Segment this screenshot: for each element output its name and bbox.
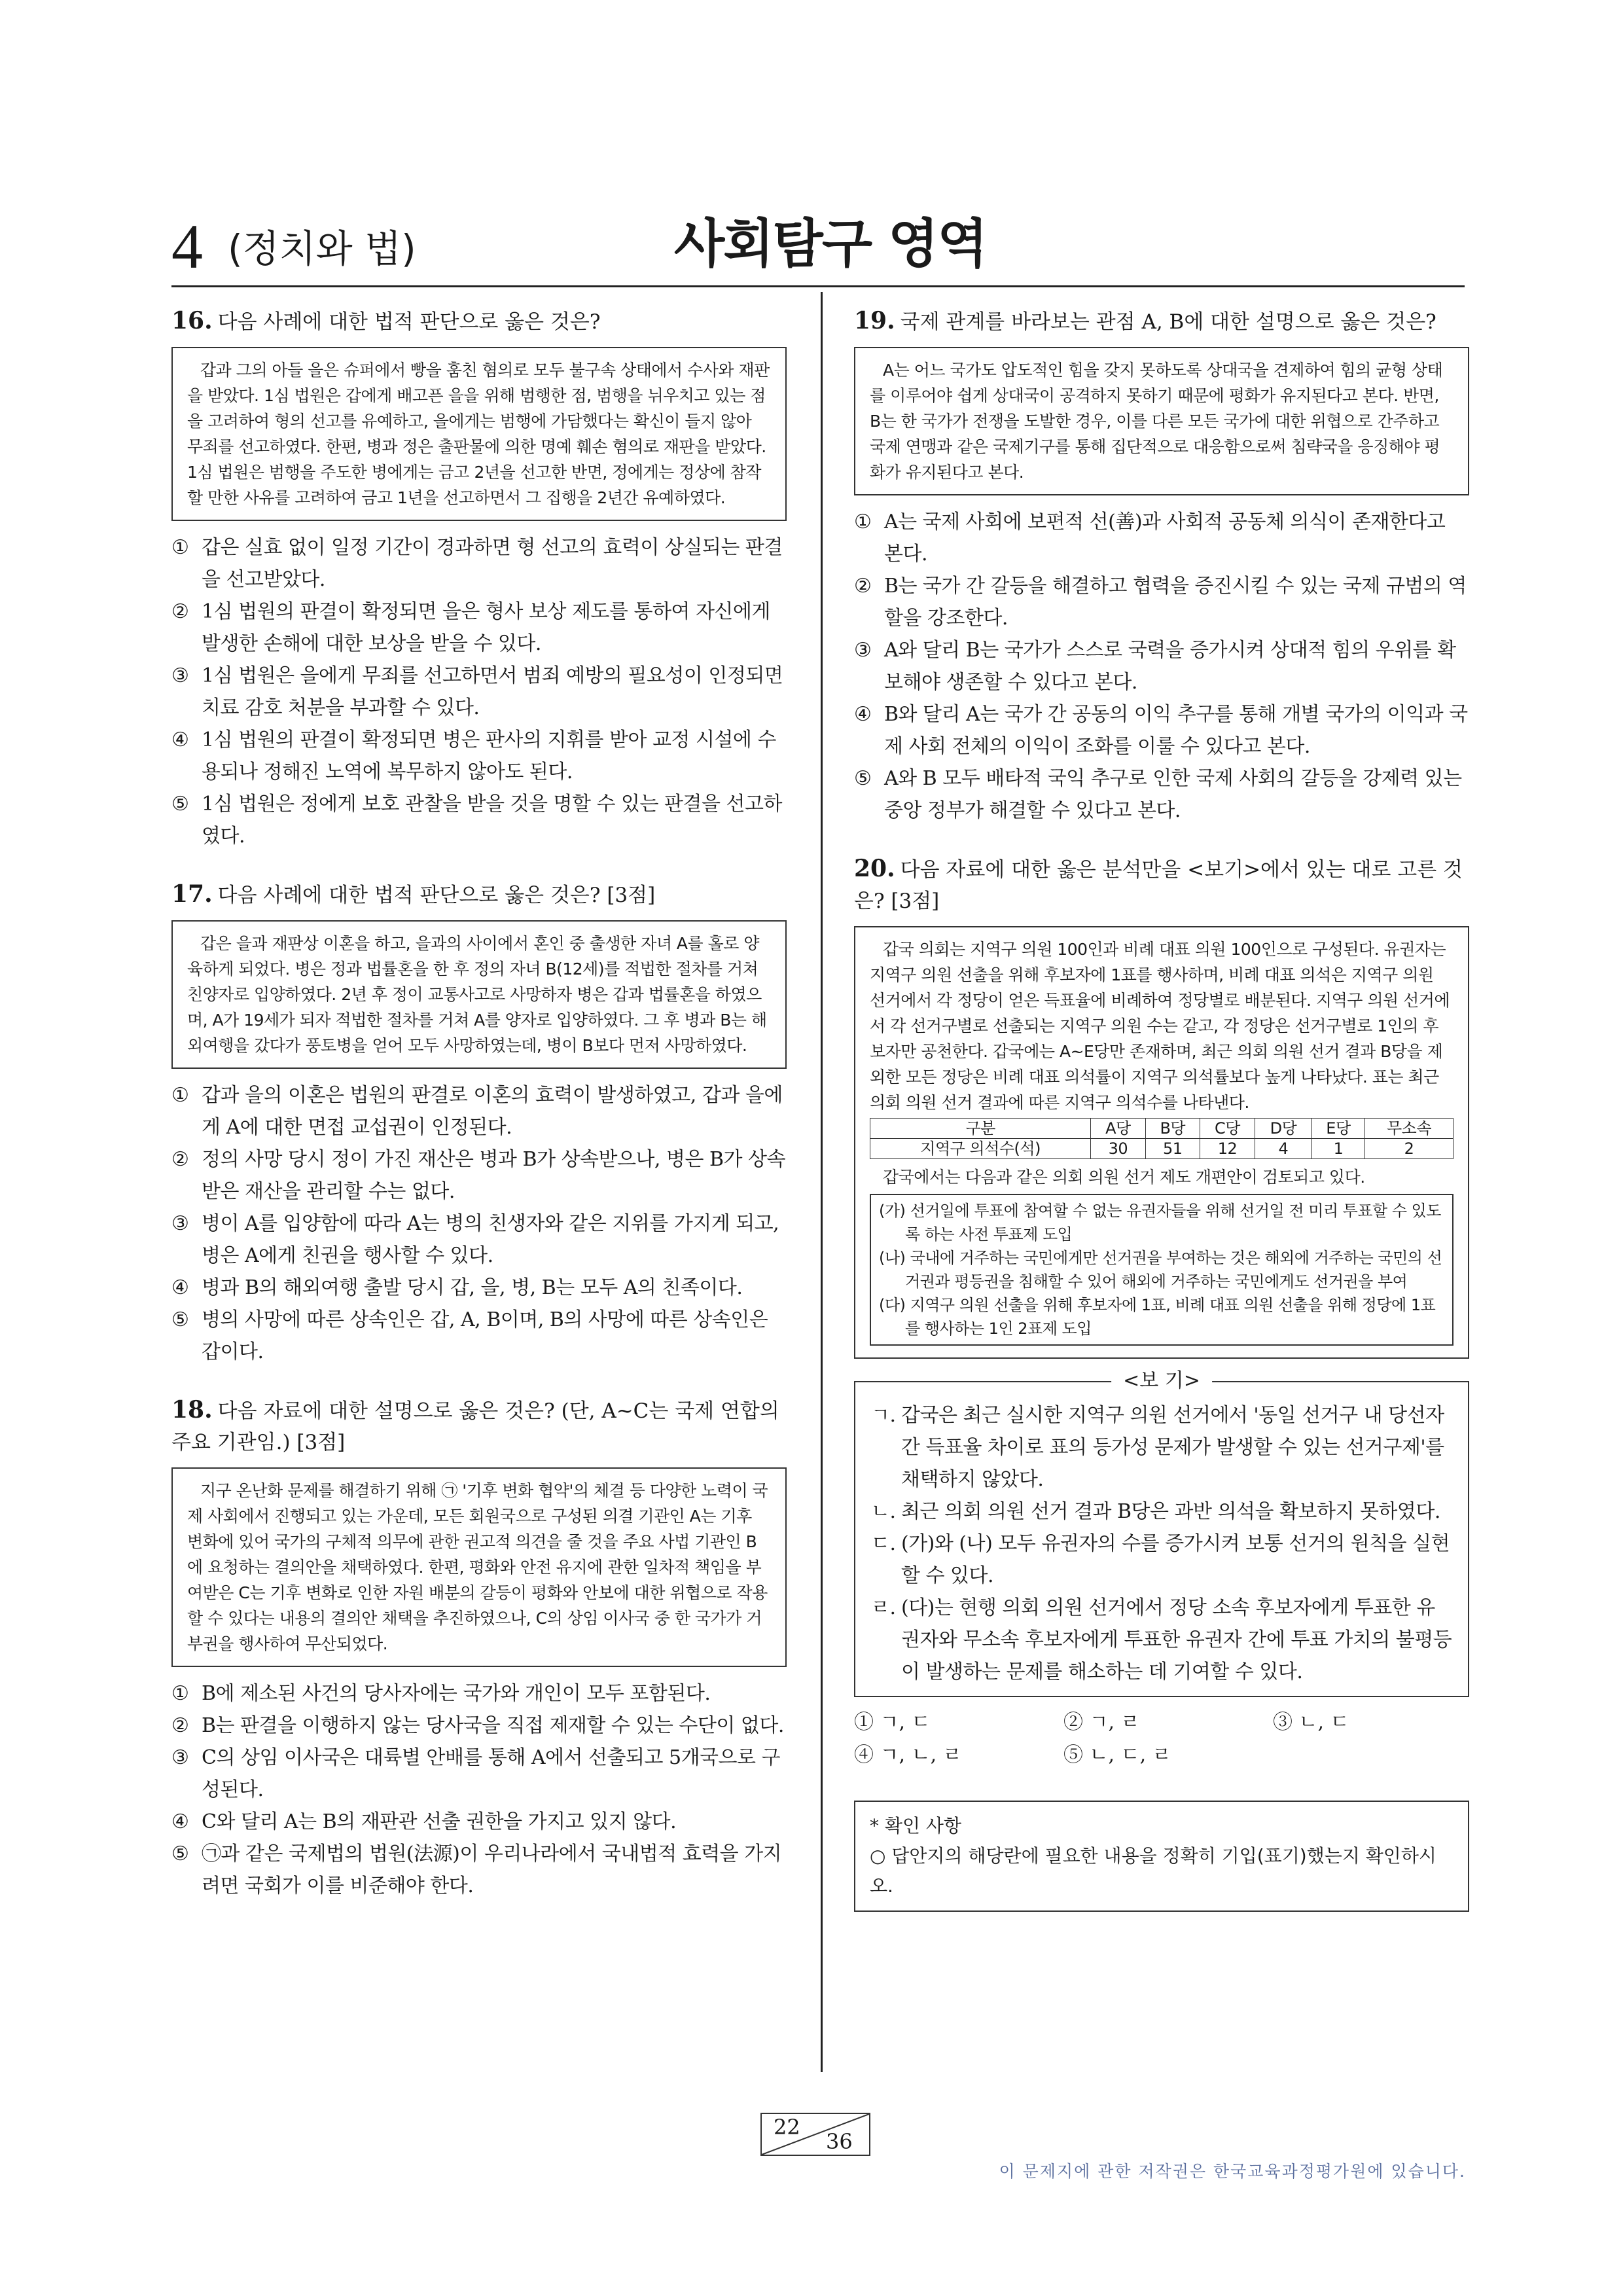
choice-mark: ① bbox=[171, 1682, 189, 1705]
choice-mark: ④ bbox=[171, 1276, 189, 1299]
bogi-text: 최근 의회 의원 선거 결과 B당은 과반 의석을 확보하지 못하였다. bbox=[901, 1500, 1440, 1523]
choice-mark: ② bbox=[171, 1148, 189, 1171]
choice-text: 병과 B의 해외여행 출발 당시 갑, 을, 병, B는 모두 A의 친족이다. bbox=[202, 1276, 743, 1299]
seat-table bbox=[870, 1118, 1454, 1159]
question-stem bbox=[171, 1394, 787, 1458]
choice-5[interactable] bbox=[171, 788, 787, 852]
case-box: 갑과 그의 아들 을은 슈퍼에서 빵을 훔친 혐의로 모두 불구속 상태에서 수사와 재판을 받았다. 1심 법원은 갑에게 배고픈 을을 위해 범행한 점, 범행을 뉘우치고 있는 점을 고려하여 형의 선고를 유예하고, 을에게는 범행에 가담했다는 확신이 들지 않아 무죄를 선고하였다. 한편, 병과 정은 출판물에 의한 명예 훼손 혐의로 재판을 받았다. 1심 법원은 범행을 주도한 병에게는 금고 2년을 선고한 반면, 정에게는 정상에 참작할 만한 사유를 고려하여 금고 1년을 선고하면서 그 집행을 2년간 유예하였다. bbox=[171, 347, 787, 521]
choice-list bbox=[171, 531, 787, 852]
notice-box bbox=[854, 1801, 1469, 1912]
choice-text: 병이 A를 입양함에 따라 A는 병의 친생자와 같은 지위를 가지게 되고, 병은 A에게 친권을 행사할 수 있다. bbox=[202, 1212, 779, 1267]
proposal-item bbox=[879, 1246, 1444, 1293]
choice-mark: ④ bbox=[854, 703, 872, 726]
subject-name: (정치와 법) bbox=[228, 226, 416, 271]
case-text: 갑국 의회는 지역구 의원 100인과 비례 대표 의원 100인으로 구성된다. 유권자는 지역구 의원 선출을 위해 후보자에 1표를 행사하며, 비례 대표 의석은 지역구 의원 선거에서 각 정당이 얻은 득표율에 비례하여 정당별로 배분된다. 지역구 의원 선거에서 각 선거구별로 선출되는 지역구 의원 수는 같고, 각 정당은 선거구별로 1인의 후보자만 공천한다. 갑국에는 A~E당만 존재하며, 최근 의회 의원 선거 결과 B당을 제외한 모든 정당은 비례 대표 의석률이 지역구 의석률보다 높게 나타났다. 표는 최근 의회 의원 선거 결과에 따른 지역구 의석수를 나타낸다. bbox=[870, 940, 1450, 1112]
table-header: B당 bbox=[1145, 1119, 1200, 1139]
choice-mark: ④ bbox=[171, 1810, 189, 1833]
choice-mark: ④ bbox=[171, 728, 189, 751]
choice-3[interactable] bbox=[171, 1208, 787, 1272]
choice-mark: ⑤ bbox=[171, 793, 189, 816]
question-text: 다음 사례에 대한 법적 판단으로 옳은 것은? [3점] bbox=[217, 884, 656, 907]
header-divider bbox=[171, 285, 1465, 287]
table-cell: 지역구 의석수(석) bbox=[870, 1139, 1091, 1159]
choice-4[interactable] bbox=[171, 724, 787, 788]
question-stem bbox=[854, 853, 1469, 917]
choice-1[interactable]: ① ㄱ, ㄷ bbox=[854, 1711, 931, 1734]
proposal-intro: 갑국에서는 다음과 같은 의회 의원 선거 제도 개편안이 검토되고 있다. bbox=[883, 1168, 1365, 1187]
page-indicator bbox=[760, 2113, 870, 2156]
right-column bbox=[854, 305, 1469, 1912]
case-box: 갑은 을과 재판상 이혼을 하고, 을과의 사이에서 혼인 중 출생한 자녀 A를 홀로 양육하게 되었다. 병은 정과 법률혼을 한 후 정의 자녀 B(12세)를 적법한 절차를 거쳐 친양자로 입양하였다. 2년 후 정이 교통사고로 사망하자 병은 갑과 법률혼을 하였으며, A가 19세가 되자 적법한 절차를 거쳐 A를 양자로 입양하였다. 그 후 병과 B는 해외여행을 갔다가 풍토병을 얻어 모두 사망하였는데, 병이 B보다 먼저 사망하였다. bbox=[171, 920, 787, 1069]
choice-text: A와 B 모두 배타적 국익 추구로 인한 국제 사회의 갈등을 강제력 있는 중앙 정부가 해결할 수 있다고 본다. bbox=[884, 767, 1462, 822]
choice-text: B는 판결을 이행하지 않는 당사국을 직접 제재할 수 있는 수단이 없다. bbox=[202, 1714, 784, 1737]
question-20 bbox=[854, 853, 1469, 1772]
choice-2[interactable] bbox=[171, 1710, 787, 1742]
table-row bbox=[870, 1139, 1454, 1159]
bogi-title: <보 기> bbox=[1111, 1367, 1212, 1395]
bogi-text: (다)는 현행 의회 의원 선거에서 정당 소속 후보자에게 투표한 유권자와 무소속 후보자에게 투표한 유권자 간에 투표 가치의 불평등이 발생하는 문제를 해소하는 데 기여할 수 있다. bbox=[901, 1596, 1452, 1683]
choice-3[interactable]: ③ ㄴ, ㄷ bbox=[1273, 1711, 1349, 1734]
table-cell: 1 bbox=[1311, 1139, 1364, 1159]
page-total: 36 bbox=[826, 2129, 853, 2154]
question-number: 20. bbox=[854, 855, 895, 882]
proposal-box bbox=[870, 1194, 1454, 1346]
choice-text: 갑과 을의 이혼은 법원의 판결로 이혼의 효력이 발생하였고, 갑과 을에게 A에 대한 면접 교섭권이 인정된다. bbox=[202, 1084, 783, 1139]
choice-mark: ① bbox=[171, 536, 189, 559]
table-header-row bbox=[870, 1119, 1454, 1139]
page-title: 사회탐구 영역 bbox=[674, 213, 987, 274]
question-text: 국제 관계를 바라보는 관점 A, B에 대한 설명으로 옳은 것은? bbox=[900, 310, 1436, 334]
choice-text: 1심 법원은 을에게 무죄를 선고하면서 범죄 예방의 필요성이 인정되면 치료 감호 처분을 부과할 수 있다. bbox=[202, 664, 783, 719]
bogi-item bbox=[871, 1528, 1452, 1592]
choice-mark: ③ bbox=[171, 664, 189, 687]
choice-4[interactable]: ④ ㄱ, ㄴ, ㄹ bbox=[854, 1744, 962, 1767]
choice-text: A와 달리 B는 국가가 스스로 국력을 증가시켜 상대적 힘의 우위를 확보해야 생존할 수 있다고 본다. bbox=[884, 639, 1456, 694]
table-cell: 2 bbox=[1365, 1139, 1454, 1159]
choice-mark: ① bbox=[171, 1084, 189, 1107]
question-text: 다음 자료에 대한 설명으로 옳은 것은? (단, A~C는 국제 연합의 주요 기관임.) [3점] bbox=[171, 1399, 779, 1454]
choice-5[interactable] bbox=[171, 1838, 787, 1902]
choice-1[interactable] bbox=[171, 1677, 787, 1710]
table-header: 구분 bbox=[870, 1119, 1091, 1139]
choice-text: 1심 법원의 판결이 확정되면 을은 형사 보상 제도를 통하여 자신에게 발생한 손해에 대한 보상을 받을 수 있다. bbox=[202, 600, 770, 655]
choice-list bbox=[171, 1677, 787, 1902]
bogi-box bbox=[854, 1369, 1469, 1697]
choice-1[interactable] bbox=[854, 506, 1469, 570]
proposal-mark: (다) bbox=[879, 1296, 906, 1314]
choice-3[interactable] bbox=[171, 660, 787, 724]
question-stem bbox=[171, 305, 787, 338]
bogi-item bbox=[871, 1496, 1452, 1528]
bogi-text: (가)와 (나) 모두 유권자의 수를 증가시켜 보통 선거의 원칙을 실현할 수 있다. bbox=[901, 1532, 1450, 1587]
table-cell: 30 bbox=[1091, 1139, 1145, 1159]
bogi-item bbox=[871, 1399, 1452, 1496]
table-header: 무소속 bbox=[1365, 1119, 1454, 1139]
choice-text: B와 달리 A는 국가 간 공동의 이익 추구를 통해 개별 국가의 이익과 국제 사회 전체의 이익이 조화를 이룰 수 있다고 본다. bbox=[884, 703, 1468, 758]
proposal-mark: (가) bbox=[879, 1202, 906, 1220]
bogi-mark: ㄱ. bbox=[871, 1404, 896, 1427]
choice-4[interactable] bbox=[171, 1806, 787, 1838]
choice-mark: ③ bbox=[854, 639, 872, 662]
choice-text: B에 제소된 사건의 당사자에는 국가와 개인이 모두 포함된다. bbox=[202, 1682, 711, 1705]
proposal-item bbox=[879, 1199, 1444, 1246]
column-divider bbox=[821, 292, 823, 2072]
bogi-mark: ㄹ. bbox=[871, 1596, 896, 1619]
choice-text: 1심 법원은 정에게 보호 관찰을 받을 것을 명할 수 있는 판결을 선고하였다. bbox=[202, 793, 782, 848]
answer-choices bbox=[854, 1706, 1469, 1772]
question-16 bbox=[171, 305, 787, 852]
choice-text: 정의 사망 당시 정이 가진 재산은 병과 B가 상속받으나, 병은 B가 상속받은 재산을 관리할 수는 없다. bbox=[202, 1148, 786, 1203]
question-18 bbox=[171, 1394, 787, 1902]
choice-1[interactable] bbox=[171, 1079, 787, 1143]
table-header: C당 bbox=[1200, 1119, 1255, 1139]
choice-5[interactable] bbox=[171, 1304, 787, 1368]
case-box: A는 어느 국가도 압도적인 힘을 갖지 못하도록 상대국을 견제하여 힘의 균형 상태를 이루어야 쉽게 상대국이 공격하지 못하기 때문에 평화가 유지된다고 본다. 반면, B는 한 국가가 전쟁을 도발한 경우, 이를 다른 모든 국가에 대한 위협으로 간주하고 국제 연맹과 같은 국제기구를 통해 집단적으로 대응함으로써 침략국을 응징해야 평화가 유지된다고 본다. bbox=[854, 347, 1469, 495]
choice-2[interactable] bbox=[171, 596, 787, 660]
choice-list bbox=[171, 1079, 787, 1368]
page-current: 22 bbox=[774, 2115, 800, 2140]
left-column bbox=[171, 305, 787, 1902]
notice-title: * 확인 사항 bbox=[870, 1815, 961, 1837]
choice-list bbox=[854, 506, 1469, 827]
notice-text: ○ 답안지의 해당란에 필요한 내용을 정확히 기입(표기)했는지 확인하시오. bbox=[870, 1845, 1436, 1897]
proposal-mark: (나) bbox=[879, 1249, 906, 1267]
question-text: 다음 자료에 대한 옳은 분석만을 <보기>에서 있는 대로 고른 것은? [3점] bbox=[854, 858, 1463, 913]
choice-5[interactable]: ⑤ ㄴ, ㄷ, ㄹ bbox=[1063, 1744, 1171, 1767]
choice-text: C의 상임 이사국은 대륙별 안배를 통해 A에서 선출되고 5개국으로 구성된다. bbox=[202, 1746, 781, 1801]
table-header: E당 bbox=[1311, 1119, 1364, 1139]
choice-mark: ⑤ bbox=[854, 767, 872, 790]
choice-2[interactable] bbox=[171, 1143, 787, 1208]
question-number: 17. bbox=[171, 880, 213, 908]
bogi-item bbox=[871, 1592, 1452, 1688]
question-number: 18. bbox=[171, 1396, 213, 1424]
bogi-mark: ㄷ. bbox=[871, 1532, 896, 1555]
table-header: A당 bbox=[1091, 1119, 1145, 1139]
choice-mark: ① bbox=[854, 511, 872, 533]
table-header: D당 bbox=[1255, 1119, 1311, 1139]
choice-text: 1심 법원의 판결이 확정되면 병은 판사의 지휘를 받아 교정 시설에 수용되나 정해진 노역에 복무하지 않아도 된다. bbox=[202, 728, 776, 783]
question-number: 16. bbox=[171, 307, 213, 334]
choice-mark: ③ bbox=[171, 1746, 189, 1769]
question-17 bbox=[171, 878, 787, 1368]
choice-2[interactable] bbox=[854, 570, 1469, 634]
proposal-text: 지역구 의원 선출을 위해 후보자에 1표, 비례 대표 의원 선출을 위해 정당에 1표를 행사하는 1인 2표제 도입 bbox=[905, 1296, 1436, 1338]
proposal-text: 국내에 거주하는 국민에게만 선거권을 부여하는 것은 해외에 거주하는 국민의 선거권과 평등권을 침해할 수 있어 해외에 거주하는 국민에게도 선거권을 부여 bbox=[905, 1249, 1442, 1291]
choice-text: B는 국가 간 갈등을 해결하고 협력을 증진시킬 수 있는 국제 규범의 역할을 강조한다. bbox=[884, 575, 1467, 630]
case-box: 지구 온난화 문제를 해결하기 위해 ㉠ '기후 변화 협약'의 체결 등 다양한 노력이 국제 사회에서 진행되고 있는 가운데, 모든 회원국으로 구성된 의결 기관인 A는 기후 변화에 있어 국가의 구체적 의무에 관한 권고적 의견을 줄 것을 주요 사법 기관인 B에 요청하는 결의안을 채택하였다. 한편, 평화와 안전 유지에 관한 일차적 책임을 부여받은 C는 기후 변화로 인한 자원 배분의 갈등이 평화와 안보에 대한 위협으로 작용할 수 있다는 내용의 결의안 채택을 추진하였으나, C의 상임 이사국 중 한 국가가 거부권을 행사하여 무산되었다. bbox=[171, 1467, 787, 1667]
copyright-notice: 이 문제지에 관한 저작권은 한국교육과정평가원에 있습니다. bbox=[999, 2162, 1466, 2181]
choice-mark: ⑤ bbox=[171, 1308, 189, 1331]
choice-3[interactable] bbox=[854, 634, 1469, 698]
choice-mark: ⑤ bbox=[171, 1842, 189, 1865]
choice-5[interactable] bbox=[854, 762, 1469, 827]
choice-mark: ② bbox=[171, 1714, 189, 1737]
bogi-mark: ㄴ. bbox=[871, 1500, 896, 1523]
case-box bbox=[854, 926, 1469, 1359]
choice-text: 병의 사망에 따른 상속인은 갑, A, B이며, B의 사망에 따른 상속인은 갑이다. bbox=[202, 1308, 768, 1363]
table-cell: 12 bbox=[1200, 1139, 1255, 1159]
question-stem bbox=[171, 878, 787, 911]
choice-text: A는 국제 사회에 보편적 선(善)과 사회적 공동체 의식이 존재한다고 본다. bbox=[884, 511, 1446, 565]
choice-mark: ③ bbox=[171, 1212, 189, 1235]
choice-3[interactable] bbox=[171, 1742, 787, 1806]
bogi-text: 갑국은 최근 실시한 지역구 의원 선거에서 '동일 선거구 내 당선자 간 득표율 차이로 표의 등가성 문제가 발생할 수 있는 선거구제'를 채택하지 않았다. bbox=[901, 1404, 1444, 1491]
question-19 bbox=[854, 305, 1469, 827]
table-cell: 51 bbox=[1145, 1139, 1200, 1159]
choice-text: ㉠과 같은 국제법의 법원(法源)이 우리나라에서 국내법적 효력을 가지려면 국회가 이를 비준해야 한다. bbox=[202, 1842, 782, 1897]
proposal-text: 선거일에 투표에 참여할 수 없는 유권자들을 위해 선거일 전 미리 투표할 수 있도록 하는 사전 투표제 도입 bbox=[905, 1202, 1441, 1244]
choice-mark: ② bbox=[171, 600, 189, 623]
choice-mark: ② bbox=[854, 575, 872, 598]
choice-text: C와 달리 A는 B의 재판관 선출 권한을 가지고 있지 않다. bbox=[202, 1810, 677, 1833]
choice-text: 갑은 실효 없이 일정 기간이 경과하면 형 선고의 효력이 상실되는 판결을 선고받았다. bbox=[202, 536, 783, 591]
choice-2[interactable]: ② ㄱ, ㄹ bbox=[1063, 1711, 1140, 1734]
choice-4[interactable] bbox=[854, 698, 1469, 762]
page-number-header: 4 bbox=[171, 211, 203, 281]
table-cell: 4 bbox=[1255, 1139, 1311, 1159]
question-number: 19. bbox=[854, 307, 895, 334]
choice-1[interactable] bbox=[171, 531, 787, 596]
question-stem bbox=[854, 305, 1469, 338]
proposal-item bbox=[879, 1293, 1444, 1340]
choice-4[interactable] bbox=[171, 1272, 787, 1304]
question-text: 다음 사례에 대한 법적 판단으로 옳은 것은? bbox=[217, 310, 601, 334]
